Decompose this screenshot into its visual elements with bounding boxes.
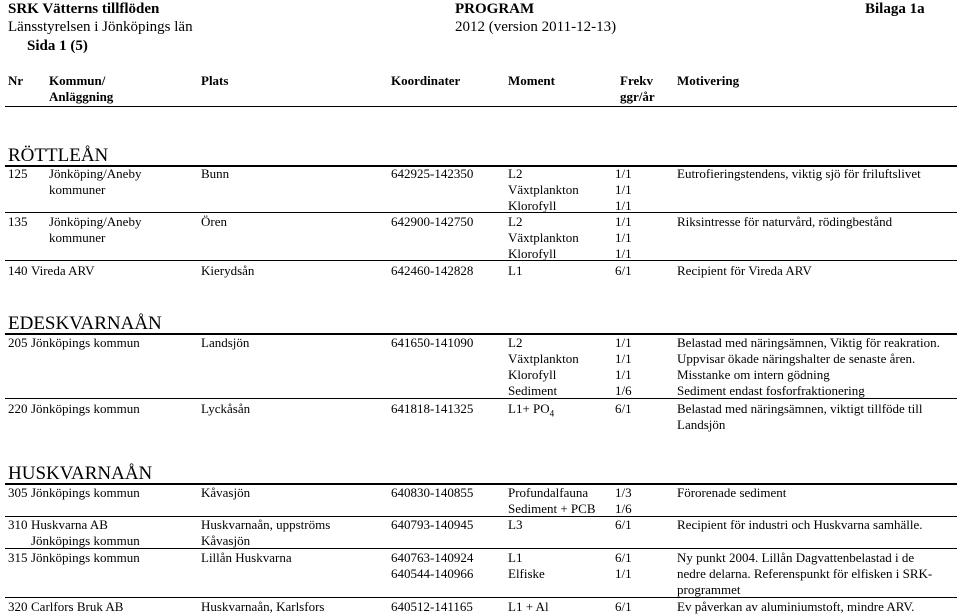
row-frekv: 6/1 <box>615 550 632 565</box>
row-plats: Kåvasjön <box>201 533 251 548</box>
row-rule <box>5 597 957 598</box>
row-moment: Klorofyll <box>508 198 557 213</box>
row-frekv: 6/1 <box>615 599 632 614</box>
row-nr: 205 <box>8 335 28 350</box>
row-plats: Ören <box>201 214 227 229</box>
row-moment: Klorofyll <box>508 246 557 261</box>
col-header-plats: Plats <box>201 73 229 88</box>
row-rule <box>5 260 957 261</box>
col-header-motivering: Motivering <box>677 73 740 88</box>
row-nr: 140 <box>8 263 28 278</box>
section-title-huskvarnaan: HUSKVARNAÅN <box>8 463 153 484</box>
row-moment: L1 <box>508 263 523 278</box>
row-moment: Växtplankton <box>508 230 579 245</box>
row-nr: 320 <box>8 599 28 614</box>
row-koordinater: 642900-142750 <box>391 214 474 229</box>
row-kommun: kommuner <box>49 230 106 245</box>
row-nr: 135 <box>8 214 28 229</box>
row-plats: Lyckåsån <box>201 401 251 416</box>
year-version: 2012 (version 2011-12-13) <box>455 19 617 35</box>
row-motivering: nedre delarna. Referenspunkt för elfisken i SRK- <box>677 566 933 581</box>
row-frekv: 1/1 <box>615 246 632 261</box>
row-kommun: Jönköpings kommun <box>31 401 140 416</box>
row-motivering: Eutrofieringstendens, viktig sjö för friluftslivet <box>677 166 921 181</box>
document-title: SRK Vätterns tillflöden <box>8 1 160 17</box>
row-koordinater: 642925-142350 <box>391 166 474 181</box>
row-motivering: programmet <box>677 582 741 597</box>
section-title-edeskvarnaan: EDESKVARNAÅN <box>8 313 162 334</box>
row-nr: 220 <box>8 401 28 416</box>
row-motivering: Ny punkt 2004. Lillån Dagvattenbelastad i de <box>677 550 915 565</box>
col-header-anlaggning: Anläggning <box>49 89 114 104</box>
row-frekv: 6/1 <box>615 263 632 278</box>
row-frekv: 1/6 <box>615 383 632 398</box>
row-koordinater: 642460-142828 <box>391 263 474 278</box>
row-koordinater: 640763-140924 <box>391 550 474 565</box>
row-frekv: 1/1 <box>615 230 632 245</box>
row-rule <box>5 212 957 213</box>
row-moment: L1 + Al <box>508 599 549 614</box>
row-moment: Klorofyll <box>508 367 557 382</box>
row-motivering: Recipient för Vireda ARV <box>677 263 812 278</box>
row-kommun: Jönköping/Aneby <box>49 166 142 181</box>
col-header-moment: Moment <box>508 73 555 88</box>
section-title-rottlean: RÖTTLEÅN <box>8 145 109 166</box>
row-frekv: 1/1 <box>615 214 632 229</box>
row-frekv: 6/1 <box>615 401 632 416</box>
row-motivering: Landsjön <box>677 417 726 432</box>
row-frekv: 1/1 <box>615 367 632 382</box>
col-header-ggr-ar: ggr/år <box>620 89 655 104</box>
row-motivering: Förorenade sediment <box>677 485 787 500</box>
row-moment: Sediment <box>508 383 558 398</box>
row-kommun: Carlfors Bruk AB <box>31 599 124 614</box>
program-label: PROGRAM <box>455 1 535 17</box>
row-rule <box>5 548 957 549</box>
row-frekv: 1/1 <box>615 198 632 213</box>
row-rule <box>5 398 957 399</box>
col-header-kommun: Kommun/ <box>49 73 106 88</box>
appendix-label: Bilaga 1a <box>865 1 925 17</box>
row-motivering: Belastad med näringsämnen, Viktig för reakration. <box>677 335 940 350</box>
section-rule <box>5 483 957 485</box>
row-moment: L3 <box>508 517 523 532</box>
row-frekv: 1/1 <box>615 351 632 366</box>
col-header-frekv: Frekv <box>620 73 653 88</box>
row-moment: L2 <box>508 214 523 229</box>
row-koordinater: 640544-140966 <box>391 566 474 581</box>
row-moment: L2 <box>508 335 523 350</box>
col-header-nr: Nr <box>8 73 24 88</box>
row-moment: Profundalfauna <box>508 485 589 500</box>
col-header-koordinater: Koordinater <box>391 73 461 88</box>
row-koordinater: 640793-140945 <box>391 517 474 532</box>
row-koordinater: 640512-141165 <box>391 599 473 614</box>
row-motivering: Sediment endast fosforfraktionering <box>677 383 865 398</box>
row-moment: Växtplankton <box>508 182 579 197</box>
row-kommun: Jönköpings kommun <box>31 485 140 500</box>
row-frekv: 1/1 <box>615 566 632 581</box>
row-plats: Kierydsån <box>201 263 255 278</box>
row-kommun: Jönköpings kommun <box>31 550 140 565</box>
row-koordinater: 641650-141090 <box>391 335 474 350</box>
row-moment: L1 <box>508 550 523 565</box>
row-frekv: 6/1 <box>615 517 632 532</box>
row-kommun: Vireda ARV <box>31 263 95 278</box>
row-frekv: 1/3 <box>615 485 632 500</box>
row-moment: Växtplankton <box>508 351 579 366</box>
page-number: Sida 1 (5) <box>27 38 88 54</box>
row-frekv: 1/6 <box>615 501 632 516</box>
row-moment: Sediment + PCB <box>508 501 596 516</box>
row-moment: $L1+ PO_4$ <box>508 401 555 419</box>
row-motivering: Riksintresse för naturvård, rödingbestånd <box>677 214 893 229</box>
row-moment: Elfiske <box>508 566 545 581</box>
row-plats: Landsjön <box>201 335 250 350</box>
row-moment: L2 <box>508 166 523 181</box>
row-motivering: Ev påverkan av aluminiumstoft, mindre ARV. <box>677 599 915 614</box>
row-motivering: Misstanke om intern gödning <box>677 367 830 382</box>
row-nr: 310 <box>8 517 28 532</box>
row-plats: Lillån Huskvarna <box>201 550 292 565</box>
row-nr: 125 <box>8 166 28 181</box>
row-kommun: Jönköpings kommun <box>31 335 140 350</box>
organization: Länsstyrelsen i Jönköpings län <box>8 19 193 35</box>
row-nr: 305 <box>8 485 28 500</box>
row-motivering: Recipient för industri och Huskvarna samhälle. <box>677 517 923 532</box>
header-rule <box>5 106 957 107</box>
row-motivering: Belastad med näringsämnen, viktigt tillföde till <box>677 401 923 416</box>
row-kommun: Jönköpings kommun <box>31 533 140 548</box>
row-motivering: Uppvisar ökade näringshalter de senaste åren. <box>677 351 916 366</box>
row-koordinater: 640830-140855 <box>391 485 474 500</box>
row-frekv: 1/1 <box>615 182 632 197</box>
row-plats: Kåvasjön <box>201 485 251 500</box>
row-kommun: Huskvarna AB <box>31 517 108 532</box>
row-plats: Huskvarnaån, uppströms <box>201 517 331 532</box>
row-kommun: kommuner <box>49 182 106 197</box>
row-nr: 315 <box>8 550 28 565</box>
row-plats: Huskvarnaån, Karlsfors <box>201 599 325 614</box>
row-frekv: 1/1 <box>615 166 632 181</box>
row-frekv: 1/1 <box>615 335 632 350</box>
row-koordinater: 641818-141325 <box>391 401 474 416</box>
row-plats: Bunn <box>201 166 230 181</box>
row-kommun: Jönköping/Aneby <box>49 214 142 229</box>
